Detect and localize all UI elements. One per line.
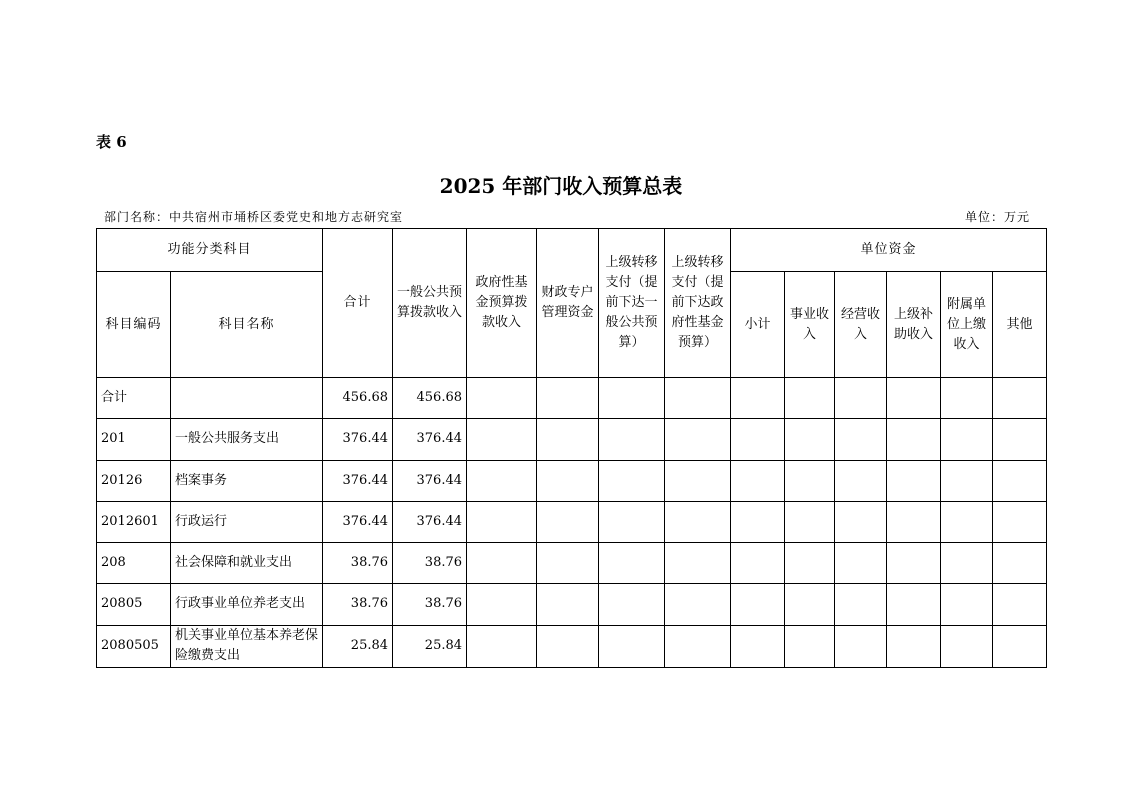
table-row [97, 378, 1047, 419]
empty-cell [467, 460, 537, 501]
empty-cell [467, 501, 537, 542]
empty-cell [835, 625, 887, 667]
page-title: 2025 年部门收入预算总表 [439, 174, 683, 198]
empty-cell [731, 419, 785, 460]
empty-cell [537, 625, 599, 667]
empty-cell [785, 501, 835, 542]
table-row [97, 542, 1047, 583]
empty-cell [941, 501, 993, 542]
empty-cell [731, 501, 785, 542]
empty-cell [993, 460, 1047, 501]
empty-cell [599, 501, 665, 542]
header-affiliated-income: 附属单位上缴收入 [941, 272, 993, 378]
table-row [97, 625, 1047, 667]
header-unit-funds: 单位资金 [731, 229, 1047, 272]
empty-cell [665, 583, 731, 625]
table-row [97, 419, 1047, 460]
header-subject-code: 科目编码 [97, 272, 171, 378]
budget-table [96, 228, 1047, 668]
empty-cell [537, 419, 599, 460]
header-business-income: 事业收入 [785, 272, 835, 378]
empty-cell [993, 501, 1047, 542]
empty-cell [599, 542, 665, 583]
empty-cell [887, 419, 941, 460]
empty-cell [665, 542, 731, 583]
empty-cell [887, 460, 941, 501]
empty-cell [665, 460, 731, 501]
empty-cell [467, 583, 537, 625]
row-name: 档案事务 [171, 460, 323, 501]
empty-cell [993, 419, 1047, 460]
header-subject-name: 科目名称 [171, 272, 323, 378]
empty-cell [785, 542, 835, 583]
table-body [97, 378, 1047, 668]
unit-label: 单位：万元 [964, 210, 1030, 224]
header-other: 其他 [993, 272, 1047, 378]
row-code: 2012601 [97, 501, 171, 542]
row-total: 25.84 [323, 625, 393, 667]
row-code: 2080505 [97, 625, 171, 667]
table-row [97, 583, 1047, 625]
empty-cell [835, 542, 887, 583]
header-row-1 [97, 229, 1047, 272]
empty-cell [887, 583, 941, 625]
table-row [97, 460, 1047, 501]
empty-cell [941, 378, 993, 419]
header-total: 合计 [323, 229, 393, 378]
empty-cell [785, 625, 835, 667]
empty-cell [835, 419, 887, 460]
empty-cell [599, 419, 665, 460]
empty-cell [993, 583, 1047, 625]
empty-cell [785, 378, 835, 419]
empty-cell [785, 419, 835, 460]
row-name: 行政运行 [171, 501, 323, 542]
row-general: 376.44 [393, 501, 467, 542]
empty-cell [835, 460, 887, 501]
empty-cell [467, 542, 537, 583]
empty-cell [665, 419, 731, 460]
row-code: 合计 [97, 378, 171, 419]
empty-cell [993, 542, 1047, 583]
empty-cell [941, 625, 993, 667]
table-number: 表 6 [96, 133, 127, 151]
department-name: 部门名称：中共宿州市埇桥区委党史和地方志研究室 [104, 210, 404, 224]
row-total: 38.76 [323, 583, 393, 625]
row-general: 38.76 [393, 583, 467, 625]
empty-cell [835, 378, 887, 419]
empty-cell [467, 419, 537, 460]
empty-cell [537, 583, 599, 625]
empty-cell [467, 378, 537, 419]
empty-cell [941, 460, 993, 501]
empty-cell [599, 583, 665, 625]
header-gov-fund: 政府性基金预算拨款收入 [467, 229, 537, 378]
row-total: 38.76 [323, 542, 393, 583]
row-general: 376.44 [393, 460, 467, 501]
empty-cell [993, 378, 1047, 419]
empty-cell [941, 419, 993, 460]
row-general: 25.84 [393, 625, 467, 667]
empty-cell [665, 378, 731, 419]
row-total: 376.44 [323, 419, 393, 460]
empty-cell [731, 378, 785, 419]
empty-cell [887, 625, 941, 667]
header-general-public: 一般公共预算拨款收入 [393, 229, 467, 378]
row-name: 机关事业单位基本养老保险缴费支出 [171, 625, 323, 667]
empty-cell [537, 460, 599, 501]
empty-cell [887, 378, 941, 419]
row-general: 38.76 [393, 542, 467, 583]
empty-cell [785, 583, 835, 625]
empty-cell [835, 583, 887, 625]
row-general: 376.44 [393, 419, 467, 460]
empty-cell [941, 583, 993, 625]
row-total: 376.44 [323, 501, 393, 542]
row-code: 20805 [97, 583, 171, 625]
empty-cell [941, 542, 993, 583]
empty-cell [599, 625, 665, 667]
row-general: 456.68 [393, 378, 467, 419]
empty-cell [835, 501, 887, 542]
header-fiscal-special: 财政专户管理资金 [537, 229, 599, 378]
empty-cell [467, 625, 537, 667]
empty-cell [665, 625, 731, 667]
empty-cell [599, 378, 665, 419]
table-row [97, 501, 1047, 542]
empty-cell [731, 542, 785, 583]
header-transfer-general: 上级转移支付（提前下达一般公共预算） [599, 229, 665, 378]
row-total: 376.44 [323, 460, 393, 501]
row-name: 一般公共服务支出 [171, 419, 323, 460]
row-name: 行政事业单位养老支出 [171, 583, 323, 625]
header-functional-group: 功能分类科目 [97, 229, 323, 272]
row-code: 208 [97, 542, 171, 583]
empty-cell [665, 501, 731, 542]
empty-cell [537, 542, 599, 583]
row-name: 社会保障和就业支出 [171, 542, 323, 583]
header-subtotal: 小计 [731, 272, 785, 378]
empty-cell [731, 460, 785, 501]
empty-cell [993, 625, 1047, 667]
row-total: 456.68 [323, 378, 393, 419]
empty-cell [731, 625, 785, 667]
empty-cell [887, 501, 941, 542]
empty-cell [599, 460, 665, 501]
row-code: 20126 [97, 460, 171, 501]
empty-cell [537, 501, 599, 542]
row-code: 201 [97, 419, 171, 460]
empty-cell [785, 460, 835, 501]
header-transfer-fund: 上级转移支付（提前下达政府性基金预算） [665, 229, 731, 378]
row-name [171, 378, 323, 419]
header-superior-subsidy: 上级补助收入 [887, 272, 941, 378]
empty-cell [537, 378, 599, 419]
header-operating-income: 经营收入 [835, 272, 887, 378]
empty-cell [887, 542, 941, 583]
empty-cell [731, 583, 785, 625]
